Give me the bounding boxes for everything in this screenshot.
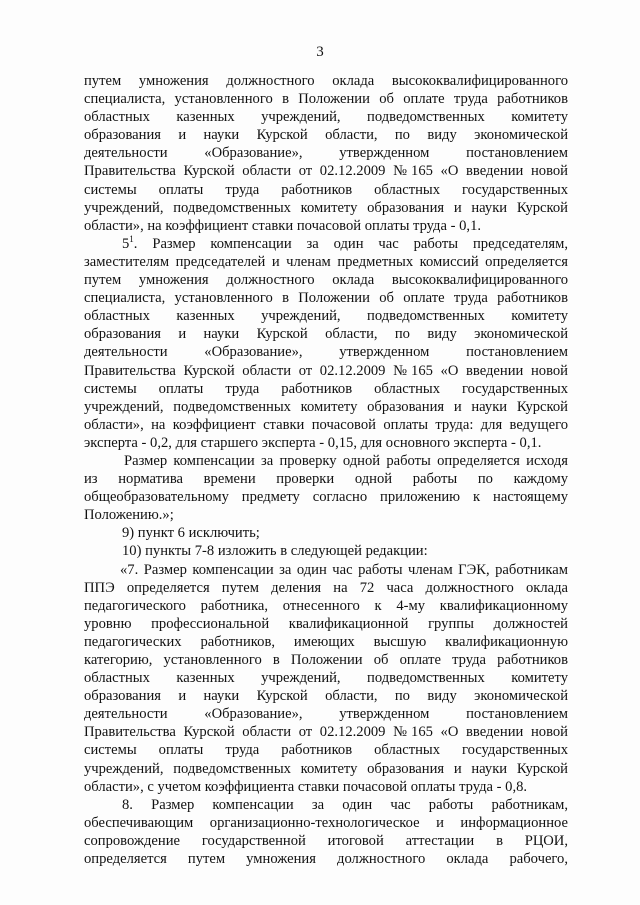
clause-text: . Размер компенсации за один час работы председателям, bbox=[133, 235, 568, 252]
page-number: 3 bbox=[316, 44, 324, 60]
text-line: обеспечивающим организационно-технологическое и информационное bbox=[84, 814, 568, 831]
text-line: 10) пункты 7-8 изложить в следующей редакции: bbox=[122, 543, 428, 560]
text-line: специалиста, установленного в Положении об оплате труда работников bbox=[84, 290, 568, 307]
text-line: областных казенных учреждений, подведомственных комитету bbox=[84, 670, 568, 687]
text-line: учреждений, подведомственных комитету образования и науки Курской bbox=[84, 760, 568, 777]
text-line: из норматива времени проверки одной работы по каждому bbox=[84, 471, 568, 488]
text-line: Правительства Курской области от 02.12.2009 №165 «О введении новой bbox=[84, 163, 568, 180]
text-line: заместителям председателей и членам предметных комиссий определяется bbox=[84, 253, 568, 270]
text-line: областных казенных учреждений, подведомственных комитету bbox=[84, 308, 568, 325]
text-line: системы оплаты труда работников областных государственных bbox=[84, 380, 568, 397]
text-line: деятельности «Образование», утвержденном постановлением bbox=[84, 344, 568, 361]
text-line: системы оплаты труда работников областных государственных bbox=[84, 742, 568, 759]
text-line: системы оплаты труда работников областных государственных bbox=[84, 181, 568, 198]
text-line: педагогических работников, имеющих высшую квалификационную bbox=[84, 633, 568, 650]
text-line: «7. Размер компенсации за один час работы членам ГЭК, работникам bbox=[120, 561, 568, 578]
text-line: путем умножения должностного оклада высококвалифицированного bbox=[84, 73, 568, 89]
text-line bbox=[84, 235, 568, 253]
text-line: уровню профессиональной квалификационной группы должностей bbox=[84, 615, 568, 632]
text-line: образования и науки Курской области, по виду экономической bbox=[84, 326, 568, 343]
text-line: специалиста, установленного в Положении об оплате труда работников bbox=[84, 91, 568, 108]
text-line: сопровождение государственной итоговой аттестации в РЦОИ, bbox=[84, 832, 568, 849]
text-line: ППЭ определяется путем деления на 72 часа должностного оклада bbox=[84, 579, 568, 596]
text-line: определяется путем умножения должностного оклада рабочего, bbox=[84, 851, 568, 868]
text-line: педагогического работника, отнесенного к 4-му квалификационному bbox=[84, 597, 568, 614]
document-body bbox=[84, 72, 568, 868]
text-line: образования и науки Курской области, по виду экономической bbox=[84, 688, 568, 705]
clause-number: 5 bbox=[122, 235, 130, 252]
text-line: категорию, установленного в Положении об оплате труда работников bbox=[84, 652, 568, 668]
text-line: 9) пункт 6 исключить; bbox=[122, 525, 260, 542]
text-line: области», с учетом коэффициента ставки почасовой оплаты труда - 0,8. bbox=[84, 778, 528, 795]
text-line: Положению.»; bbox=[84, 507, 174, 524]
text-line: учреждений, подведомственных комитету образования и науки Курской bbox=[84, 199, 568, 216]
text-line: Правительства Курской области от 02.12.2009 №165 «О введении новой bbox=[84, 724, 568, 741]
text-line: области», на коэффициент ставки почасовой оплаты труда: для ведущего bbox=[84, 416, 568, 433]
text-line: Правительства Курской области от 02.12.2009 №165 «О введении новой bbox=[84, 362, 568, 379]
text-line: путем умножения должностного оклада высококвалифицированного bbox=[84, 272, 568, 289]
text-line: 8. Размер компенсации за один час работы работникам, bbox=[122, 796, 568, 813]
text-line: эксперта - 0,2, для старшего эксперта - 0,15, для основного эксперта - 0,1. bbox=[84, 434, 542, 451]
text-line: областных казенных учреждений, подведомственных комитету bbox=[84, 109, 568, 126]
text-line: деятельности «Образование», утвержденном постановлением bbox=[84, 706, 568, 723]
text-line: Размер компенсации за проверку одной работы определяется исходя bbox=[124, 452, 568, 469]
text-line: учреждений, подведомственных комитету образования и науки Курской bbox=[84, 398, 568, 415]
text-line: образования и науки Курской области, по виду экономической bbox=[84, 127, 568, 144]
text-line: общеобразовательному предмету согласно приложению к настоящему bbox=[84, 489, 568, 506]
clause-superscript: 1 bbox=[129, 233, 134, 244]
text-line: области», на коэффициент ставки почасовой оплаты труда - 0,1. bbox=[84, 217, 482, 234]
text-line: деятельности «Образование», утвержденном постановлением bbox=[84, 145, 568, 162]
